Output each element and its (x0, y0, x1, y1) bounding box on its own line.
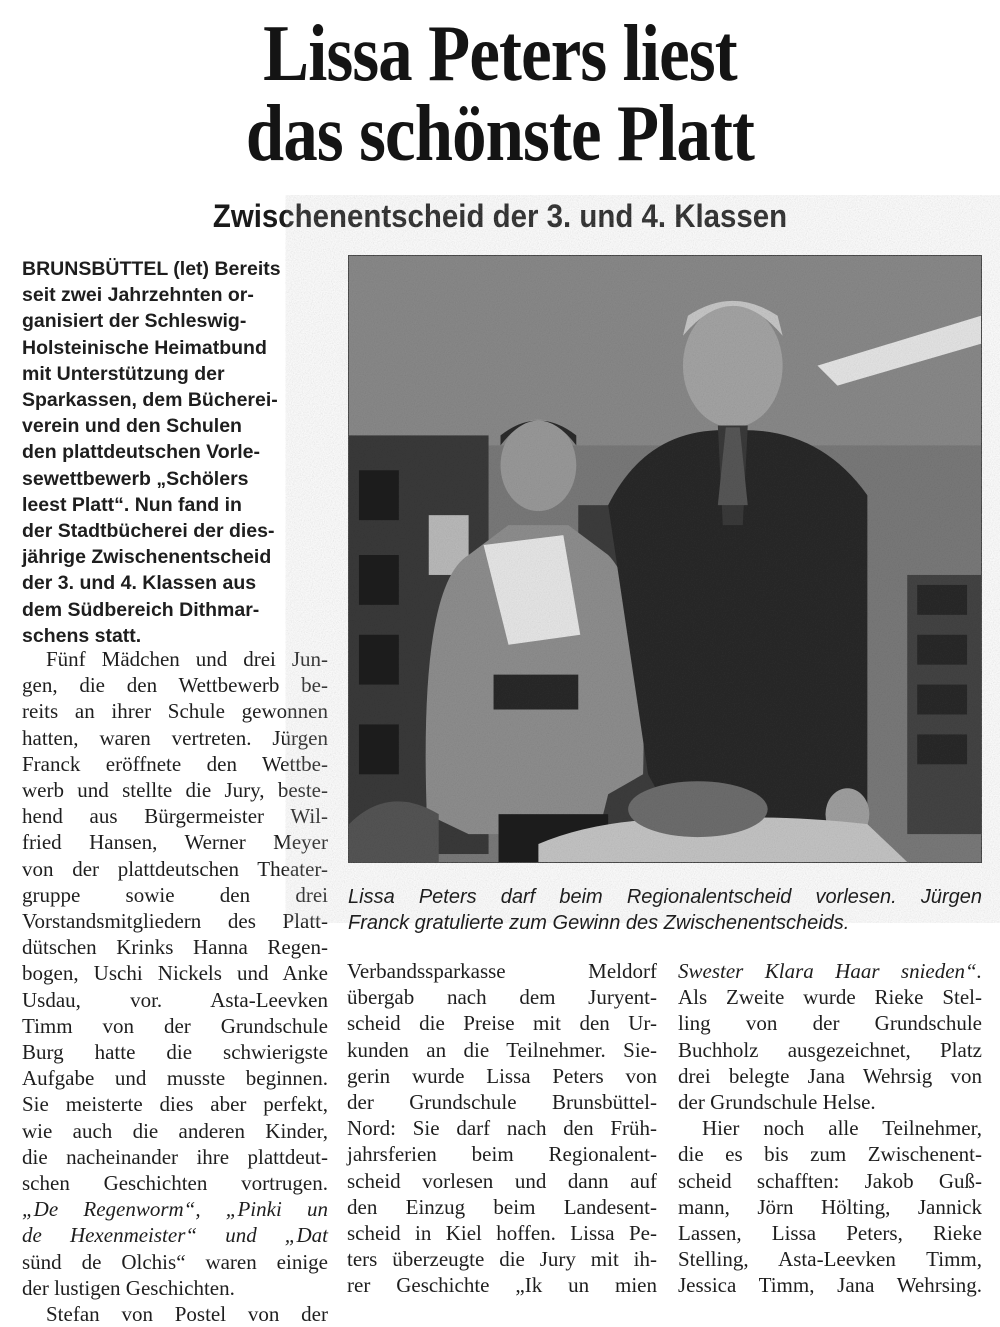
body-line: der Grundschule Helse. (678, 1090, 876, 1115)
lead-line: verein und den Schulen (22, 415, 242, 438)
body-line: scheid vorlesen und dann auf (347, 1168, 657, 1193)
body-line: scheid in Kiel hoffen. Lissa Pe- (347, 1221, 657, 1246)
body-line: scheid schafften: Jakob Guß- (678, 1168, 982, 1193)
lead-line: mit Unterstützung der (22, 362, 225, 385)
body-line: Als Zweite wurde Rieke Stel- (678, 985, 982, 1010)
photo-illustration (349, 256, 981, 862)
lead-line: leest Platt“. Nun fand in (22, 493, 242, 516)
body-line: Stefan von Postel von der (46, 1302, 328, 1327)
lead-line: dem Südbereich Dithmar- (22, 598, 260, 621)
body-line: Usdau, vor. Asta-Leevken (22, 987, 328, 1012)
body-line: reits an ihrer Schule gewonnen (22, 699, 328, 724)
body-line: Sie meisterte dies aber perfekt, (22, 1092, 328, 1117)
body-line: gen, die den Wettbewerb be- (22, 673, 328, 698)
body-line: jahrsferien beim Regionalent- (347, 1142, 657, 1167)
lead-paragraph (22, 256, 332, 649)
body-line-story-title: Swester Klara Haar snieden“. (678, 959, 982, 983)
body-line: wie auch die anderen Kinder, (22, 1118, 328, 1143)
body-line: schen Geschichten vortrugen. (22, 1171, 328, 1196)
headline-line-1: Lissa Peters liest (263, 10, 737, 98)
body-line: mann, Jörn Hölting, Jannick (678, 1194, 982, 1219)
lead-line: Sparkassen, dem Bücherei- (22, 389, 278, 412)
caption-line: Franck gratulierte zum Gewinn des Zwischenentscheids. (348, 912, 850, 934)
body-line: hend aus Bürgermeister Wil- (22, 804, 328, 829)
body-line: Buchholz ausgezeichnet, Platz (678, 1037, 982, 1062)
article-photo (348, 255, 982, 863)
body-column-2 (347, 958, 657, 1299)
body-line-story-titles: sünd de Olchis“ waren einige (22, 1249, 328, 1274)
body-line: Aufgabe und musste beginnen. (22, 1066, 328, 1091)
body-line: übergab nach dem Juryent- (347, 985, 657, 1010)
lead-line: schens statt. (22, 624, 142, 647)
body-line: der lustigen Geschichten. (22, 1275, 235, 1300)
body-column-3 (678, 958, 982, 1299)
body-line: drei belegte Jana Wehrsig von (678, 1063, 982, 1088)
body-line: die nacheinander ihre plattdeut- (22, 1144, 328, 1169)
subheadline: Zwischenentscheid der 3. und 4. Klassen (212, 198, 788, 234)
body-line: bogen, Uschi Nickels und Anke (22, 961, 328, 986)
body-line: gruppe sowie den drei (22, 882, 328, 907)
headline-line-2: das schönste Platt (245, 90, 755, 178)
lead-line: Holsteinische Heimatbund (22, 336, 267, 359)
body-line: hatten, waren vertreten. Jürgen (22, 725, 328, 750)
lead-line: der 3. und 4. Klassen aus (22, 572, 257, 595)
body-line: Franck eröffnete den Wettbe- (22, 751, 328, 776)
lead-line: sewettbewerb „Schölers (22, 467, 249, 490)
body-line: dütschen Krinks Hanna Regen- (22, 935, 328, 960)
body-line: die es bis zum Zwischenent- (678, 1142, 982, 1167)
photo-caption (348, 884, 982, 936)
body-line: Nord: Sie darf nach den Früh- (347, 1116, 657, 1141)
body-line: Fünf Mädchen und drei Jun- (46, 647, 328, 671)
body-line: scheid die Preise mit den Ur- (347, 1011, 657, 1036)
body-line: Lassen, Lissa Peters, Rieke (678, 1221, 982, 1246)
lead-line: der Stadtbücherei der dies- (22, 520, 275, 543)
body-line: Jessica Timm, Jana Wehrsing. (678, 1273, 982, 1298)
body-line: ling von der Grundschule (678, 1011, 982, 1036)
lead-line: BRUNSBÜTTEL (let) Bereits (22, 258, 281, 280)
body-line-story-titles: „De Regenworm“, „Pinki un (22, 1197, 328, 1222)
lead-line: jährige Zwischenentscheid (22, 546, 272, 569)
body-line: gerin wurde Lissa Peters von (347, 1063, 657, 1088)
body-line: Vorstandsmitgliedern des Platt- (22, 909, 328, 934)
body-line: Stelling, Asta-Leevken Timm, (678, 1247, 982, 1272)
body-line: ters überzeugte die Jury mit ih- (347, 1247, 657, 1272)
body-line-story-titles: de Hexenmeister“ und „Dat (22, 1223, 328, 1248)
headline (70, 10, 930, 178)
lead-line: seit zwei Jahrzehnten or- (22, 284, 254, 307)
caption-line: Lissa Peters darf beim Regionalentscheid vorlesen. Jürgen (348, 886, 982, 908)
body-line: Verbandssparkasse Meldorf (347, 959, 657, 983)
body-line: der Grundschule Brunsbüttel- (347, 1090, 657, 1115)
lead-line: den plattdeutschen Vorle- (22, 441, 260, 464)
body-line: Burg hatte die schwierigste (22, 1040, 328, 1065)
body-column-1 (22, 646, 328, 1327)
body-line: Hier noch alle Teilnehmer, (702, 1116, 982, 1141)
body-line: fried Hansen, Werner Meyer (22, 830, 328, 855)
body-line: den Einzug beim Landesent- (347, 1194, 657, 1219)
lead-line: ganisiert der Schleswig- (22, 310, 247, 333)
body-line: Timm von der Grundschule (22, 1013, 328, 1038)
body-line: werb und stellte die Jury, beste- (22, 778, 328, 803)
body-line: rer Geschichte „Ik un mien (347, 1273, 657, 1298)
body-line: kunden an die Teilnehmer. Sie- (347, 1037, 657, 1062)
body-line: von der plattdeutschen Theater- (22, 856, 328, 881)
